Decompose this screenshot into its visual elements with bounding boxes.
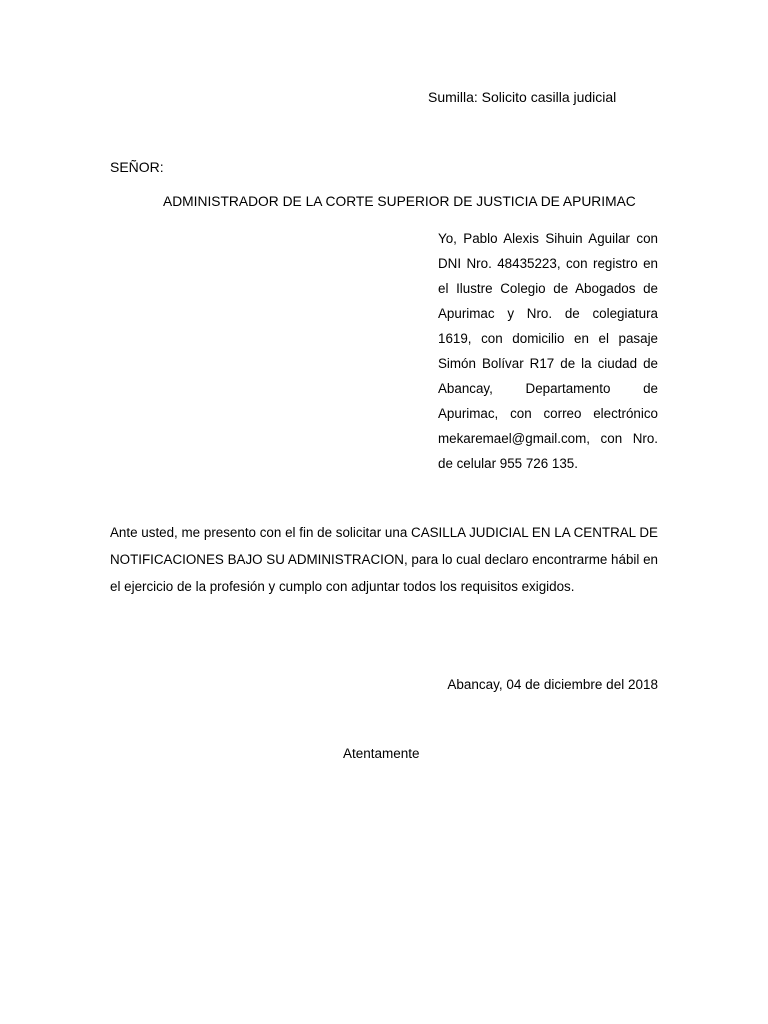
intro-line: Simón Bolívar R17 de la ciudad de (438, 356, 658, 371)
intro-line: Apurimac, con correo electrónico (438, 406, 658, 421)
date-line: Abancay, 04 de diciembre del 2018 (447, 677, 658, 692)
intro-line: Abancay, Departamento de (438, 381, 658, 396)
intro-line: 1619, con domicilio en el pasaje (438, 331, 658, 346)
intro-line: de celular 955 726 135. (438, 456, 578, 471)
addressee: ADMINISTRADOR DE LA CORTE SUPERIOR DE JUSTICIA DE APURIMAC (163, 194, 636, 209)
request-line: NOTIFICACIONES BAJO SU ADMINISTRACION, para lo cual declaro encontrarme hábil en (110, 552, 658, 567)
intro-line: Yo, Pablo Alexis Sihuin Aguilar con (438, 231, 658, 246)
closing: Atentamente (343, 746, 420, 761)
request-line: el ejercicio de la profesión y cumplo con adjuntar todos los requisitos exigidos. (110, 579, 575, 594)
sumilla-line: Sumilla: Solicito casilla judicial (428, 89, 617, 105)
intro-line: el Ilustre Colegio de Abogados de (438, 281, 658, 296)
intro-paragraph (438, 226, 658, 476)
request-line: Ante usted, me presento con el fin de solicitar una CASILLA JUDICIAL EN LA CENTRAL DE (110, 525, 658, 540)
intro-line: DNI Nro. 48435223, con registro en (438, 256, 658, 271)
intro-line: Apurimac y Nro. de colegiatura (438, 306, 658, 321)
salutation: SEÑOR: (110, 159, 164, 175)
intro-line: mekaremael@gmail.com, con Nro. (438, 431, 658, 446)
request-paragraph (110, 519, 658, 600)
